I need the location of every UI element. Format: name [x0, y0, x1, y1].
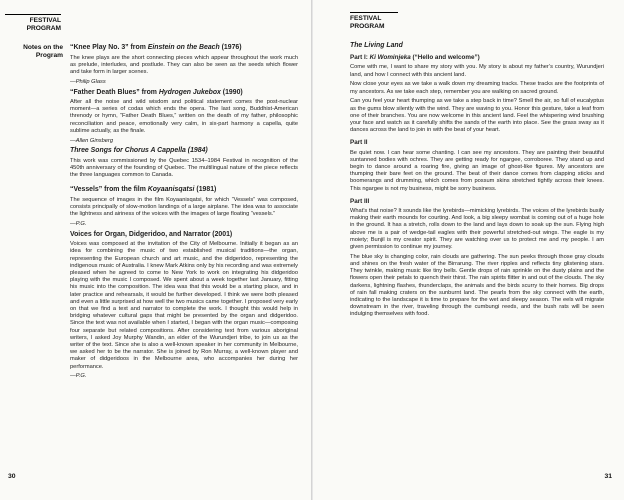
- signature: —P.G.: [70, 220, 87, 227]
- paragraph: Come with me, I want to share my story with you. My story is about my father’s country, Wurundjeri land, and how I connect with this ancient land.: [350, 64, 604, 78]
- paragraph: Now close your eyes as we take a walk down my dreaming tracks. These tracks are the footprints of my ancestors. As we take each step, remember you are walking on sacred ground.: [350, 81, 604, 95]
- paragraph: Can you feel your heart thumping as we take a step back in time? Smell the air, so full of eucalyptus as the gums blow silently with the wind. They are waving to you. Honor this gesture, take a leaf from one of their branches. You are now welcome in this ancient land. Feel the whispering wind brushing your face and watch as it carefully shifts the sands of the earth into place. See the grass sway as it dances across the land to join in with the beat of your heart.: [350, 98, 604, 134]
- program-label: FESTIVAL PROGRAM: [350, 12, 398, 31]
- entry-body: After all the noise and wild wisdom and political statement comes the post-nuclear moment—a series of codas which ends the opera. The last song, Buddhist-American threnody or hymn, “Father Death Blues,” written on the death of my father, philosophic reconciliation and peace, emotionally very calm, in six-part harmony a capella, quite sublime actually, as the finale.: [70, 99, 298, 134]
- paragraph: The blue sky is changing color, rain clouds are gathering. The sun peeks through those gray clouds and shines on the fresh water of the Birrarung. The river ripples and reflects tiny glistening stars. They twinkle, making music like tiny bells. Gentle drops of rain sprinkle on the dusty plains and the flowers open their petals to quench their thirst. The rain spirits flitter in and out of the clouds. The sky darkens, lightning flashes, thunderclaps, the animals and the birds scurry to their homes. Big drops of rain fall making craters on the sunburnt land. The pearls from the sky connect with the earth, indicating to the landscape it is time to prepare for the wet and sleepy season. The eels will migrate downstream in the river, traveling through the cumbungi reeds, and the bush rats will be seen indulging themselves with food.: [350, 253, 604, 318]
- part-heading: Part I: Ki Wominjeka (“Hello and welcome”): [350, 54, 480, 62]
- signature: —Allen Ginsberg: [70, 137, 113, 144]
- entry-title: “Knee Play No. 3” from Einstein on the Beach (1976): [70, 44, 242, 51]
- entry-title: “Father Death Blues” from Hydrogen Jukebox (1990): [70, 88, 243, 96]
- right-page: [313, 0, 624, 500]
- entry-body: The knee plays are the short connecting pieces which appear throughout the work much as prelude, interludes, and postlude. They can also be seen as the seeds which flower and take form in larger scenes.: [70, 54, 298, 75]
- signature: —P.G.: [70, 373, 87, 380]
- program-label: FESTIVAL PROGRAM: [5, 14, 61, 33]
- entry-body: Voices was composed at the invitation of the City of Melbourne. Initially it began as an idea for combining the music of two established musical traditions—the organ, representing the European church and art music, and the didgeridoo, representing the indigenous music of Australia. I knew Mark Atkins only by his recording and was extremely pleased when he agreed to come to New York to work on integrating his didgeridoo playing with the music I composed. We spent about a week together last January, fitting his music into the composition. The idea was that this would be a starting place, and in later practice and rehearsals, it would be further developed. I think we were both pleased and even a little surprised at how well the two musics came together. I proposed very early on that we find a text and narrator to complete the work. I thought this would help in bridging whatever cultural gaps that might be presented by the organ and didgeridoo. Since the text was not available when I started, I began with the organ music—composing four separate but related compositions. After considering text from various aboriginal writers, I asked Joy Murphy Wandin, an elder of the Wurundjeri tribe, to join us as the writer of the text. Since she is also a well-known speaker in her community in Melbourne, we asked her to be the narrator. She is joined by Ron Murray, a well-known player and maker of didgeridoos in the Melbourne area, who accompanies her during her performance.: [70, 241, 298, 370]
- signature: —Philip Glass: [70, 78, 106, 85]
- work-title: The Living Land: [350, 42, 403, 49]
- paragraph: Be quiet now. I can hear some chanting. I can see my ancestors. They are painting their beautiful suntanned bodies with ochres. They are getting ready for ngargee, corroboree. They stand up and begin to dance around a roaring fire, giving an image of ghost-like figures. My ancestors are thumping their bare feet on the ground. The beat of their dance comes from clapping sticks and boomerangs and drumming, which comes from possum skins stretched tightly across their knees. This ngargee is not my business, might be sorry business.: [350, 149, 604, 192]
- paragraph: What’s that noise? It sounds like the lyrebirds—mimicking lyrebirds. The voices of the lyrebirds busily making their earth mounds for courting. And look, a big sleepy wombat is coming out of a huge hole in the ground. It has a stretch, rolls down to the land and lays down to soak up the sun. Flying high above me is a pair of wedge-tail eagles with their powerful stretched-out wings. The eagle is my moiety; Bunjil is my creator spirit. They are watching over us to protect me and my people. I am given permission to continue my journey.: [350, 208, 604, 251]
- part-heading: Part II: [350, 139, 368, 147]
- text-column: [350, 42, 604, 321]
- part-heading: Part III: [350, 197, 370, 205]
- entry-title: Voices for Organ, Didgeridoo, and Narrator (2001): [70, 230, 233, 238]
- page-number: 31: [604, 473, 612, 480]
- entry-body: The sequence of images in the film Koyaanisqatsi, for which “Vessels” was composed, consists principally of slow-motion landings of a large airplane. The idea was to associate the lightness and airiness of the voices with the images of large floating “vessels.”: [70, 196, 298, 218]
- left-page: [0, 0, 311, 500]
- notes-column: [70, 44, 298, 383]
- page-number: 30: [8, 473, 16, 480]
- entry-body: This work was commissioned by the Quebec 1534–1984 Festival in recognition of the 450th anniversary of the founding of Quebec. The multilingual nature of the piece reflects the three languages common to Canada.: [70, 157, 298, 179]
- section-heading: Notes on the Program: [23, 44, 63, 59]
- entry-title: “Vessels” from the film Koyaanisqatsi (1981): [70, 186, 217, 194]
- entry-title: Three Songs for Chorus A Cappella (1984): [70, 147, 208, 155]
